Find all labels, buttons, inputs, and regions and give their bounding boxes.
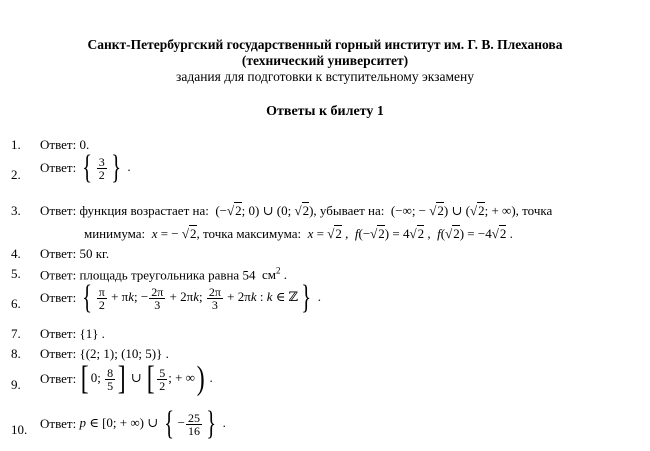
answer-number: 8. — [11, 346, 21, 361]
answer-5: Ответ: площадь треугольника равна 54 $см^2$ . — [40, 266, 287, 283]
answer-number: 9. — [11, 377, 21, 392]
answer-text: 0. — [79, 137, 90, 152]
answer-label: Ответ: — [40, 203, 77, 218]
answer-10: Ответ: p ∈ [0; + ∞) ∪ { − $\frac{25}{16}$ } . — [40, 405, 226, 442]
answer-number: 3. — [11, 203, 21, 218]
answer-text: , убывает на: — [313, 203, 385, 218]
answer-text: функция возрастает на: — [79, 203, 209, 218]
answer-text: площадь треугольника равна 54 — [79, 267, 256, 283]
document-purpose: задания для подготовки к вступительному экзамену — [176, 69, 474, 84]
answer-text: , точка — [515, 203, 553, 218]
answer-text: 50 кг. — [79, 246, 110, 261]
answer-label: Ответ: — [40, 246, 77, 261]
answer-label: Ответ: — [40, 416, 77, 431]
answer-number: 1. — [11, 137, 21, 152]
answer-9: Ответ: [ 0; $\frac{8}{5}$ ] ∪ [ $\frac{5}{2}$ ; + ∞) . — [40, 360, 213, 397]
answer-4 — [40, 246, 109, 262]
answer-label: Ответ: — [40, 267, 77, 283]
answer-number: 7. — [11, 326, 21, 341]
section-title: Ответы к билету 1 — [266, 104, 384, 119]
answer-number: 6. — [11, 296, 21, 311]
answer-text: , точка максимума: — [196, 226, 302, 241]
answer-7 — [40, 326, 105, 342]
answer-label: Ответ: — [40, 160, 77, 175]
answer-3-line2: минимума: x = − √2, точка максимума: x = √2 , f(−√2) = 4√2 , f(√2) = −4√2 . — [84, 226, 513, 241]
answer-number: 10. — [11, 422, 28, 437]
institute-name: Санкт-Петербургский государственный горный институт им. Г. В. Плеханова — [87, 37, 563, 52]
document-header — [0, 37, 650, 85]
answer-text: {1} . — [79, 326, 105, 341]
answer-number: 4. — [11, 246, 21, 261]
answer-number: 2. — [11, 167, 21, 182]
answer-label: Ответ: — [40, 346, 77, 361]
answer-label: Ответ: — [40, 326, 77, 341]
answer-6: Ответ: { $\frac{\pi}{2}$ + πk; − $\frac{2\pi}{3}$ + 2πk; $\frac{2\pi}{3}$ + 2πk : k ∈ ℤ} . — [40, 279, 321, 316]
institute-subtitle: (технический университет) — [241, 53, 409, 68]
answer-label: Ответ: — [40, 371, 77, 386]
answer-text: минимума: — [84, 226, 146, 241]
answer-number: 5. — [11, 266, 21, 281]
answer-math: { $\frac{3}{2}$ } . — [82, 149, 131, 186]
answer-text: {(2; 1); (10; 5)} . — [79, 346, 169, 361]
answer-label: Ответ: — [40, 290, 77, 305]
answer-2 — [40, 151, 131, 185]
answer-3-line1: Ответ: функция возрастает на: (−√2; 0) ∪ (0; √2), убывает на: (−∞; − √2) ∪ (√2; + ∞), точка — [40, 203, 553, 218]
answer-label: Ответ: — [40, 137, 77, 152]
